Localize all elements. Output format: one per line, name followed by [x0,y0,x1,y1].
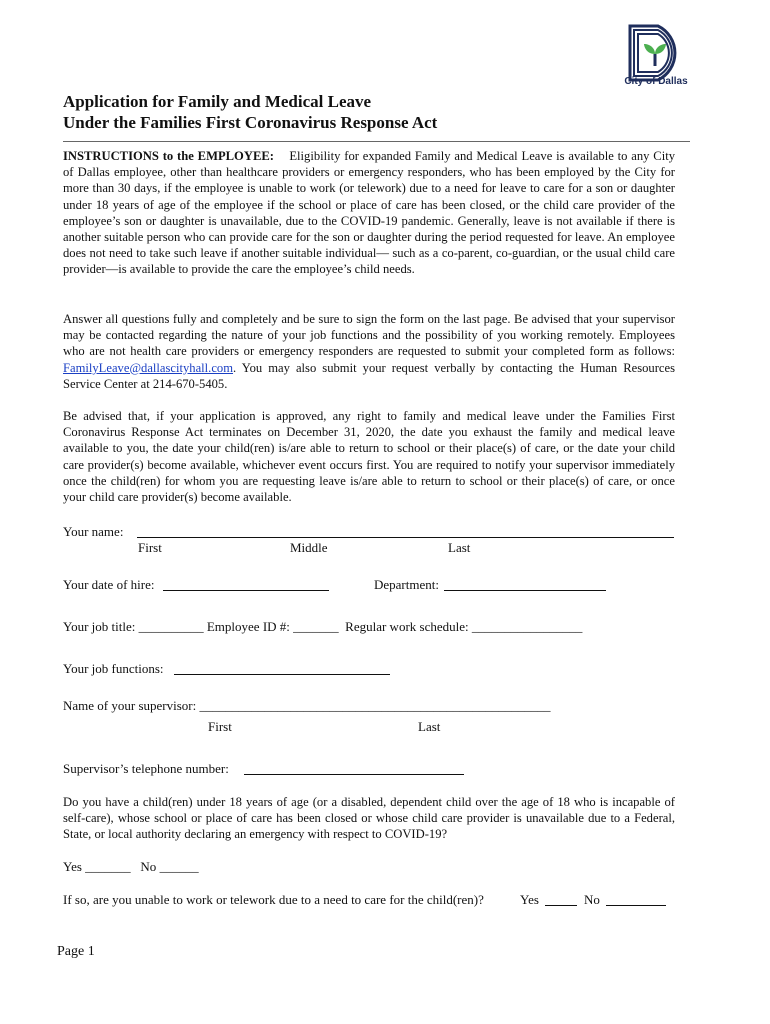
department-label: Department: [374,577,439,592]
answer-paragraph [63,311,675,392]
telework-yes-label: Yes [520,892,539,907]
supervisor-phone-label: Supervisor’s telephone number: [63,761,229,776]
page-number: Page 1 [57,944,95,959]
answer-text-before: Answer all questions fully and completely and be sure to sign the form on the last page. Be advised that your supervisor may be contacted regarding the nature of your job functions and the possibility of you working remotely. Employees who are not health care providers or emergency responders are requested to submit your completed form as follows: [63,312,675,359]
name-row [63,524,123,540]
child-yes-field[interactable]: _______ [85,859,131,874]
name-field[interactable] [137,525,674,538]
name-last-caption: Last [448,540,471,555]
schedule-label: Regular work schedule: [345,619,469,634]
telework-question: If so, are you unable to work or telework due to a need to care for the child(ren)? [63,892,484,907]
hire-date-field[interactable] [163,578,329,591]
job-title-label: Your job title: [63,619,136,634]
employee-id-field[interactable]: _______ [293,619,339,634]
schedule-field[interactable]: _________________ [471,619,583,634]
supervisor-field[interactable]: ______________________________________________________ [199,698,551,713]
supervisor-first-caption: First [208,719,232,734]
telework-yes-field[interactable] [545,893,577,906]
department-field[interactable] [444,578,606,591]
instructions-text: Eligibility for expanded Family and Medical Leave is available to any City of Dallas employee, other than healthcare providers or emergency responders, who has been employed by the City for more than 30 days, if the employee is unable to work (or telework) due to a need for leave to care for a son or daughter under 18 years of age of the employee if the school or place of care has been closed, or the child care provider of the employee’s son or daughter is unavailable, due to the COVID-19 pandemic. Generally, leave is not available if there is another suitable person who can provide care for the son or daughter during the period requested for leave. An employee does not need to take such leave if another suitable individual— such as a co-parent, co-guardian, or the usual child care provider—is available to provide the care the employee’s child needs. [63,149,676,277]
child-yes-no-row [63,859,199,875]
employee-id-label: Employee ID #: [206,619,290,634]
functions-label: Your job functions: [63,661,164,676]
page-title-line2: Under the Families First Coronavirus Response Act [63,113,438,132]
instructions-heading: INSTRUCTIONS to the EMPLOYEE: [63,149,274,163]
supervisor-phone-field[interactable] [244,762,464,775]
name-middle-caption: Middle [290,540,328,555]
page-title-line1: Application for Family and Medical Leave [63,92,372,111]
supervisor-last-caption: Last [418,719,441,734]
telework-no-field[interactable] [606,893,666,906]
email-link[interactable]: FamilyLeave@dallascityhall.com [63,360,234,375]
name-label: Your name: [63,524,124,539]
supervisor-row [63,698,550,714]
name-first-caption: First [138,540,162,555]
functions-field[interactable] [174,662,390,675]
child-no-field[interactable]: ______ [159,859,199,874]
instructions-paragraph [63,148,675,278]
answer-text-after: . You may also submit your request verbally by contacting the Human Resources Service Center at 214-670-5405. [63,360,675,391]
child-question: Do you have a child(ren) under 18 years of age (or a disabled, dependent child over the age of 18 who is incapable of self-care), whose school or place of care has been closed or whose child care provider is unavailable due to a Federal, State, or local authority declaring an emergency with respect to COVID-19? [63,795,675,842]
supervisor-label: Name of your supervisor: [63,698,197,713]
hire-label: Your date of hire: [63,577,155,592]
child-yes-label: Yes [63,859,82,874]
job-title-row [63,619,582,635]
advised-paragraph: Be advised that, if your application is approved, any right to family and medical leave under the Families First Coronavirus Response Act terminates on December 31, 2020, the date you exhaust the family and medical leave available to you, the date your child(ren) is/are able to return to school or their place(s) of care, or the date your child care provider(s) become available, whichever event occurs first. You are required to notify your supervisor immediately once the child(ren) for whom you are requesting leave is/are able to return to school or their place(s) of care, or once your child care provider(s) become available. [63,409,675,505]
telework-no-label: No [584,892,600,907]
title-divider [63,141,690,142]
logo-text: City of Dallas [624,76,688,87]
child-no-label: No [140,859,157,874]
job-title-field[interactable]: __________ [138,619,204,634]
